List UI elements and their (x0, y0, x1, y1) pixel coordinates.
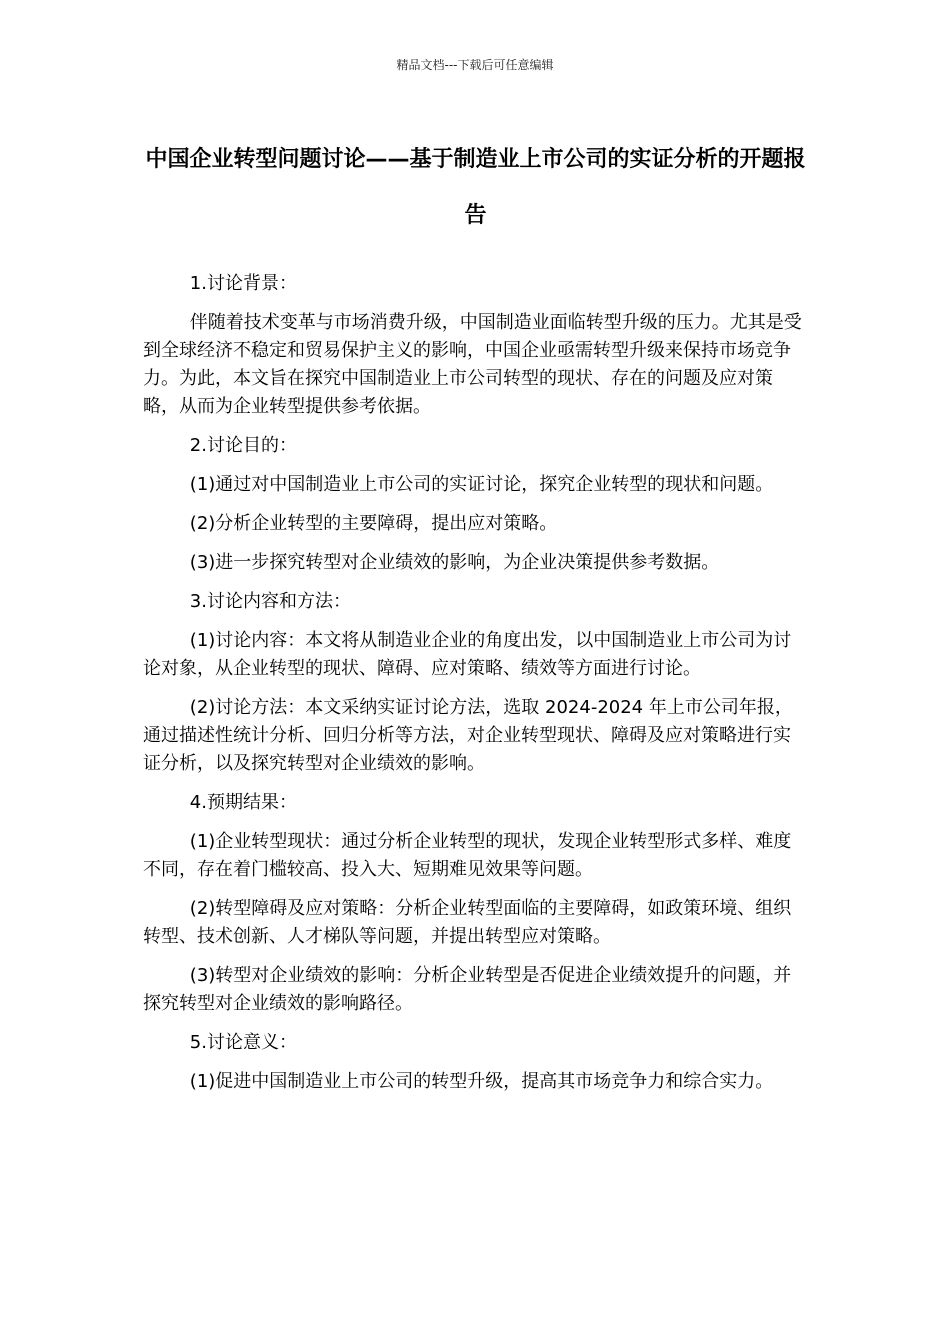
paragraph-purpose-3: (3)进一步探究转型对企业绩效的影响，为企业决策提供参考数据。 (189, 552, 720, 573)
section-heading-significance: 5.讨论意义： (189, 1032, 297, 1053)
section-heading-content-method: 3.讨论内容和方法： (189, 591, 351, 612)
paragraph-significance-1: (1)促进中国制造业上市公司的转型升级，提高其市场竞争力和综合实力。 (189, 1071, 774, 1092)
document-body (143, 270, 803, 1107)
paragraph-content: (1)讨论内容：本文将从制造业企业的角度出发，以中国制造业上市公司为讨论对象，从企业转型的现状、障碍、应对策略、绩效等方面进行讨论。 (143, 630, 792, 679)
header-note: 精品文档---下载后可任意编辑 (396, 58, 554, 72)
document-title: 中国企业转型问题讨论——基于制造业上市公司的实证分析的开题报告 (145, 147, 806, 228)
paragraph-result-1: (1)企业转型现状：通过分析企业转型的现状，发现企业转型形式多样、难度不同，存在着门槛较高、投入大、短期难见效果等问题。 (143, 831, 792, 880)
section-heading-expected-results: 4.预期结果： (189, 792, 297, 813)
section-heading-background: 1.讨论背景： (189, 273, 297, 294)
paragraph-result-3: (3)转型对企业绩效的影响：分析企业转型是否促进企业绩效提升的问题，并探究转型对企业绩效的影响路径。 (143, 965, 792, 1014)
paragraph-result-2: (2)转型障碍及应对策略：分析企业转型面临的主要障碍，如政策环境、组织转型、技术创新、人才梯队等问题，并提出转型应对策略。 (143, 898, 792, 947)
paragraph-background: 伴随着技术变革与市场消费升级，中国制造业面临转型升级的压力。尤其是受到全球经济不稳定和贸易保护主义的影响，中国企业亟需转型升级来保持市场竞争力。为此，本文旨在探究中国制造业上市公司转型的现状、存在的问题及应对策略，从而为企业转型提供参考依据。 (143, 312, 802, 417)
paragraph-purpose-2: (2)分析企业转型的主要障碍，提出应对策略。 (189, 513, 558, 534)
section-heading-purpose: 2.讨论目的： (189, 435, 297, 456)
paragraph-method: (2)讨论方法：本文采纳实证讨论方法，选取 2024-2024 年上市公司年报，通过描述性统计分析、回归分析等方法，对企业转型现状、障碍及应对策略进行实证分析，以及探究转型对企业绩效的影响。 (143, 697, 793, 774)
paragraph-purpose-1: (1)通过对中国制造业上市公司的实证讨论，探究企业转型的现状和问题。 (189, 474, 774, 495)
